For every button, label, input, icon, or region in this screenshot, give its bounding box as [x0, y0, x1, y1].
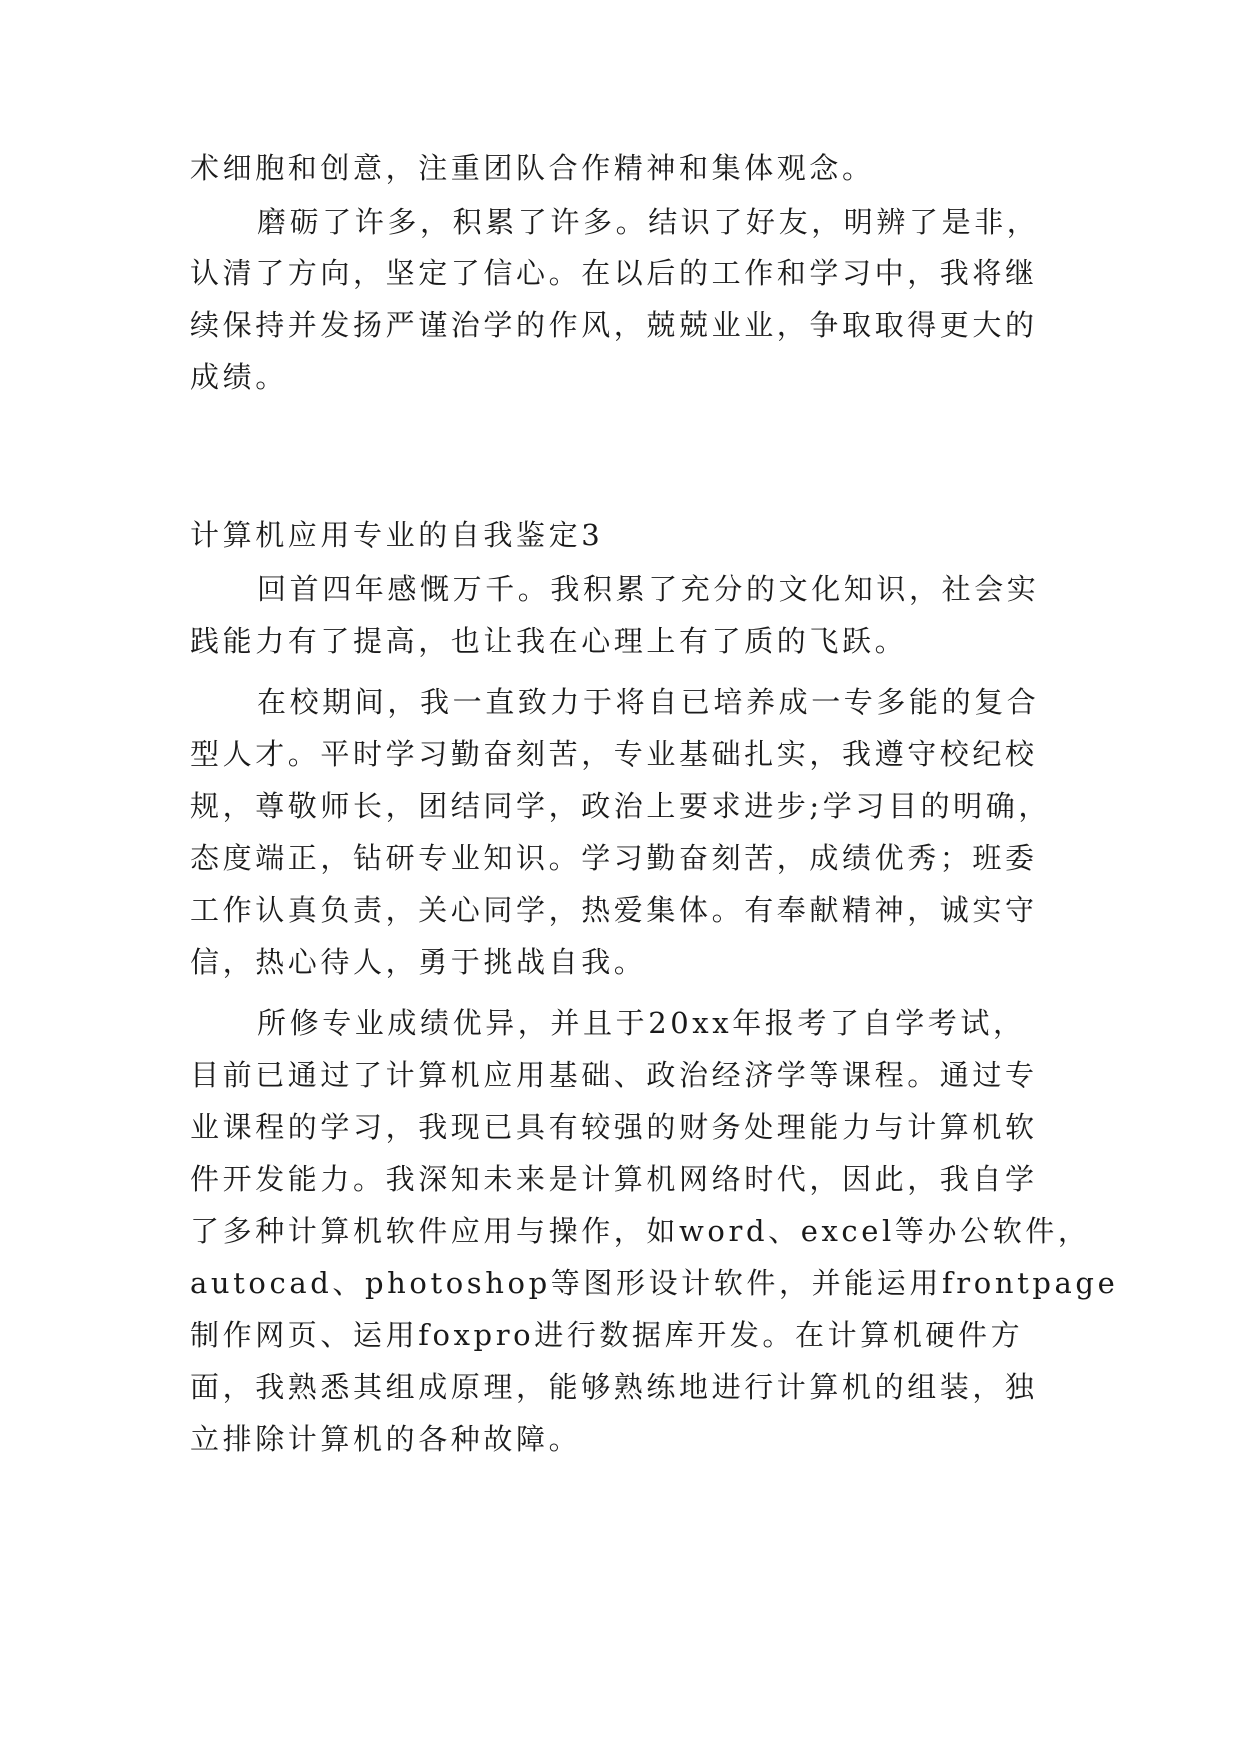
- paragraph-line: 践能力有了提高，也让我在心理上有了质的飞跃。: [190, 624, 908, 658]
- section-heading: 计算机应用专业的自我鉴定3: [190, 518, 604, 552]
- paragraph-line: 在校期间，我一直致力于将自已培养成一专多能的复合: [257, 685, 1040, 719]
- paragraph-line: 业课程的学习，我现已具有较强的财务处理能力与计算机软: [190, 1110, 1038, 1144]
- paragraph-line: autocad、photoshop等图形设计软件，并能运用frontpage: [190, 1266, 1119, 1300]
- paragraph-line: 制作网页、运用foxpro进行数据库开发。在计算机硬件方: [190, 1318, 1024, 1352]
- paragraph-line: 件开发能力。我深知未来是计算机网络时代，因此，我自学: [190, 1162, 1038, 1196]
- paragraph-line: 术细胞和创意，注重团队合作精神和集体观念。: [190, 151, 875, 185]
- paragraph-line: 磨砺了许多，积累了许多。结识了好友，明辨了是非，: [257, 205, 1040, 239]
- paragraph-line: 立排除计算机的各种故障。: [190, 1422, 582, 1456]
- paragraph-line: 规，尊敬师长，团结同学，政治上要求进步;学习目的明确，: [190, 789, 1051, 823]
- paragraph-line: 信，热心待人，勇于挑战自我。: [190, 945, 647, 979]
- paragraph-line: 了多种计算机软件应用与操作，如word、excel等办公软件，: [190, 1214, 1091, 1248]
- paragraph-line: 所修专业成绩优异，并且于20xx年报考了自学考试，: [257, 1006, 1026, 1040]
- paragraph-line: 回首四年感慨万千。我积累了充分的文化知识，社会实: [257, 572, 1040, 606]
- paragraph-line: 面，我熟悉其组成原理，能够熟练地进行计算机的组装，独: [190, 1370, 1038, 1404]
- paragraph-line: 续保持并发扬严谨治学的作风，兢兢业业，争取取得更大的: [190, 308, 1038, 342]
- paragraph-line: 型人才。平时学习勤奋刻苦，专业基础扎实，我遵守校纪校: [190, 737, 1038, 771]
- paragraph-line: 态度端正，钻研专业知识。学习勤奋刻苦，成绩优秀；班委: [190, 841, 1038, 875]
- paragraph-line: 目前已通过了计算机应用基础、政治经济学等课程。通过专: [190, 1058, 1038, 1092]
- paragraph-line: 认清了方向，坚定了信心。在以后的工作和学习中，我将继: [190, 256, 1038, 290]
- paragraph-line: 成绩。: [190, 360, 288, 394]
- paragraph-line: 工作认真负责，关心同学，热爱集体。有奉献精神，诚实守: [190, 893, 1038, 927]
